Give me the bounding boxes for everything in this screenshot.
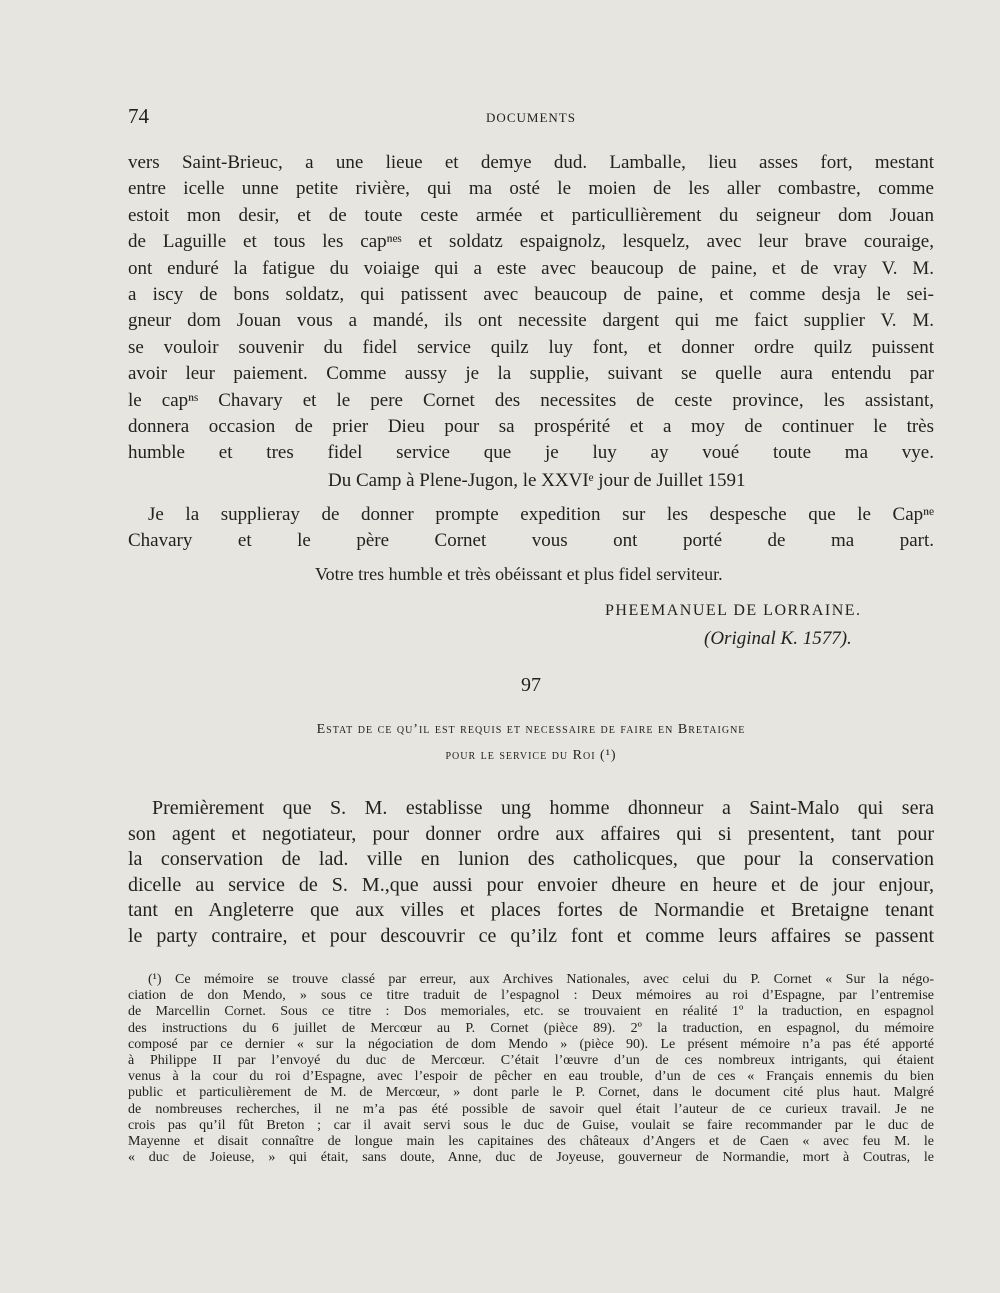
footnote-line: composé par ce dernier « sur la négociation de dom Mendo » (pièce 90). Le présent mémoire n’a pas été apporté: [128, 1036, 934, 1052]
postscript: [128, 502, 934, 555]
footnote-line: (¹) Ce mémoire se trouve classé par erreur, aux Archives Nationales, avec celui du P. Cornet « Sur la négo-: [148, 972, 934, 987]
letter-line: a iscy de bons soldatz, qui patissent avec beaucoup de paine, et comme desja le sei-: [128, 284, 934, 306]
document-line: la conservation de lad. ville en lunion des catholicques, que pour la conservation: [128, 848, 934, 871]
letter-line: le capⁿˢ Chavary et le pere Cornet des necessites de ceste province, les assistant,: [128, 389, 934, 411]
footnote-line: Mayenne et disait connaître de longue main les capitaines des châteaux d’Angers et de Caen « avec feu M. le: [128, 1134, 934, 1150]
footnote-line: de Marcellin Cornet. Sous ce titre : Dos memoriales, etc. se trouvaient en réalité 1º la traduction, en espagnol: [128, 1004, 934, 1020]
footnote-line: « duc de Joieuse, » qui était, sans doute, Anne, duc de Joyeuse, gouverneur de Normandie, mort à Coutras, le: [128, 1150, 934, 1166]
letter-line: humble et tres fidel service que je luy ay voué toute ma vye.: [128, 442, 934, 464]
closing-formula: Votre tres humble et très obéissant et plus fidel serviteur.: [315, 564, 723, 584]
document-body: [128, 796, 934, 950]
letter-line: ont enduré la fatigue du voiaige qui a este avec beaucoup de paine, et de vray V. M.: [128, 257, 934, 279]
letter-line: gneur dom Jouan vous a mandé, ils ont necessite dargent qui me faict supplier V. M.: [128, 310, 934, 332]
title-line-1: Estat de ce qu’il est requis et necessaire de faire en Bretaigne: [316, 722, 746, 737]
title-line-2: pour le service du Roi: [445, 748, 596, 763]
document-line: tant en Angleterre que aux villes et places fortes de Normandie et Bretaigne tenant: [128, 899, 934, 922]
postscript-line: Chavary et le père Cornet vous ont porté de ma part.: [128, 530, 934, 552]
letter-line: se vouloir souvenir du fidel service quilz luy font, et donner ordre quilz puissent: [128, 336, 934, 358]
footnote-line: venus à la cour du roi d’Espagne, avec l’espoir de pêcher en eau trouble, d’un de ces « Français ennemis du bien: [128, 1069, 934, 1085]
footnote-line: à Philippe II par l’envoyé du duc de Mercœur. C’était l’œuvre d’un de ces nombreux intrigants, qui étaient: [128, 1053, 934, 1069]
document-title-2: [128, 748, 934, 764]
letter-body: [128, 150, 934, 467]
footnote-line: ciation de don Mendo, » sous ce titre traduit de l’espagnol : Deux mémoires au roi d’Espagne, par l’entremise: [128, 988, 934, 1004]
footnote-line: de nombreuses recherches, il ne m’a pas été possible de savoir quel était l’auteur de ce curieux travail. Je ne: [128, 1101, 934, 1117]
signature: PHEEMANUEL DE LORRAINE.: [605, 602, 862, 619]
footnote-line: des instructions du 6 juillet de Mercœur au P. Cornet (pièce 89). 2º la traduction, en espagnol, du mémoire: [128, 1020, 934, 1036]
title-footnote-ref: (¹): [600, 748, 617, 763]
document-line: son agent et negotiateur, pour donner ordre aux affaires qui si presentent, tant pour: [128, 822, 934, 845]
document-number: 97: [521, 674, 541, 696]
document-title: [128, 722, 934, 738]
footnote: [128, 972, 934, 1166]
document-line: Premièrement que S. M. establisse ung homme dhonneur a Saint-Malo qui sera: [152, 797, 934, 819]
document-line: le party contraire, et pour descouvrir ce qu’ilz font et comme leurs affaires se passent: [128, 924, 934, 947]
page-number: 74: [128, 104, 149, 128]
footnote-line: crois pas qu’il fût Breton ; car il avait servi sous le duc de Guise, voulait se faire recommander par le duc de: [128, 1117, 934, 1133]
running-head: DOCUMENTS: [486, 110, 576, 125]
letter-line: donnera occasion de prier Dieu pour sa prospérité et a moy de continuer le très: [128, 416, 934, 438]
letter-line: de Laguille et tous les capⁿᵉˢ et soldatz espaignolz, lesquelz, avec leur brave couraige,: [128, 231, 934, 253]
page-header: [128, 104, 934, 134]
letter-line: avoir leur paiement. Comme aussy je la supplie, suivant se quelle aura entendu par: [128, 363, 934, 385]
postscript-line: Je la supplieray de donner prompte expedition sur les despesche que le Capⁿᵉ: [148, 504, 934, 525]
document-line: dicelle au service de S. M.,que aussi pour envoier dheure en heure et de jour enjour,: [128, 873, 934, 896]
letter-line: estoit mon desir, et de toute ceste armée et particullièrement du seigneur dom Jouan: [128, 204, 934, 226]
dateline: Du Camp à Plene-Jugon, le XXVIᵉ jour de Juillet 1591: [328, 470, 746, 491]
letter-line: entre icelle unne petite rivière, qui ma osté le moien de les aller combastre, comme: [128, 178, 934, 200]
letter-line: vers Saint-Brieuc, a une lieue et demye dud. Lamballe, lieu asses fort, mestant: [128, 152, 934, 173]
footnote-line: public et particulièrement de M. de Mercœur, » dont parle le P. Cornet, dans le document cité plus haut. Malgré: [128, 1085, 934, 1101]
source-reference: (Original K. 1577).: [704, 628, 852, 649]
